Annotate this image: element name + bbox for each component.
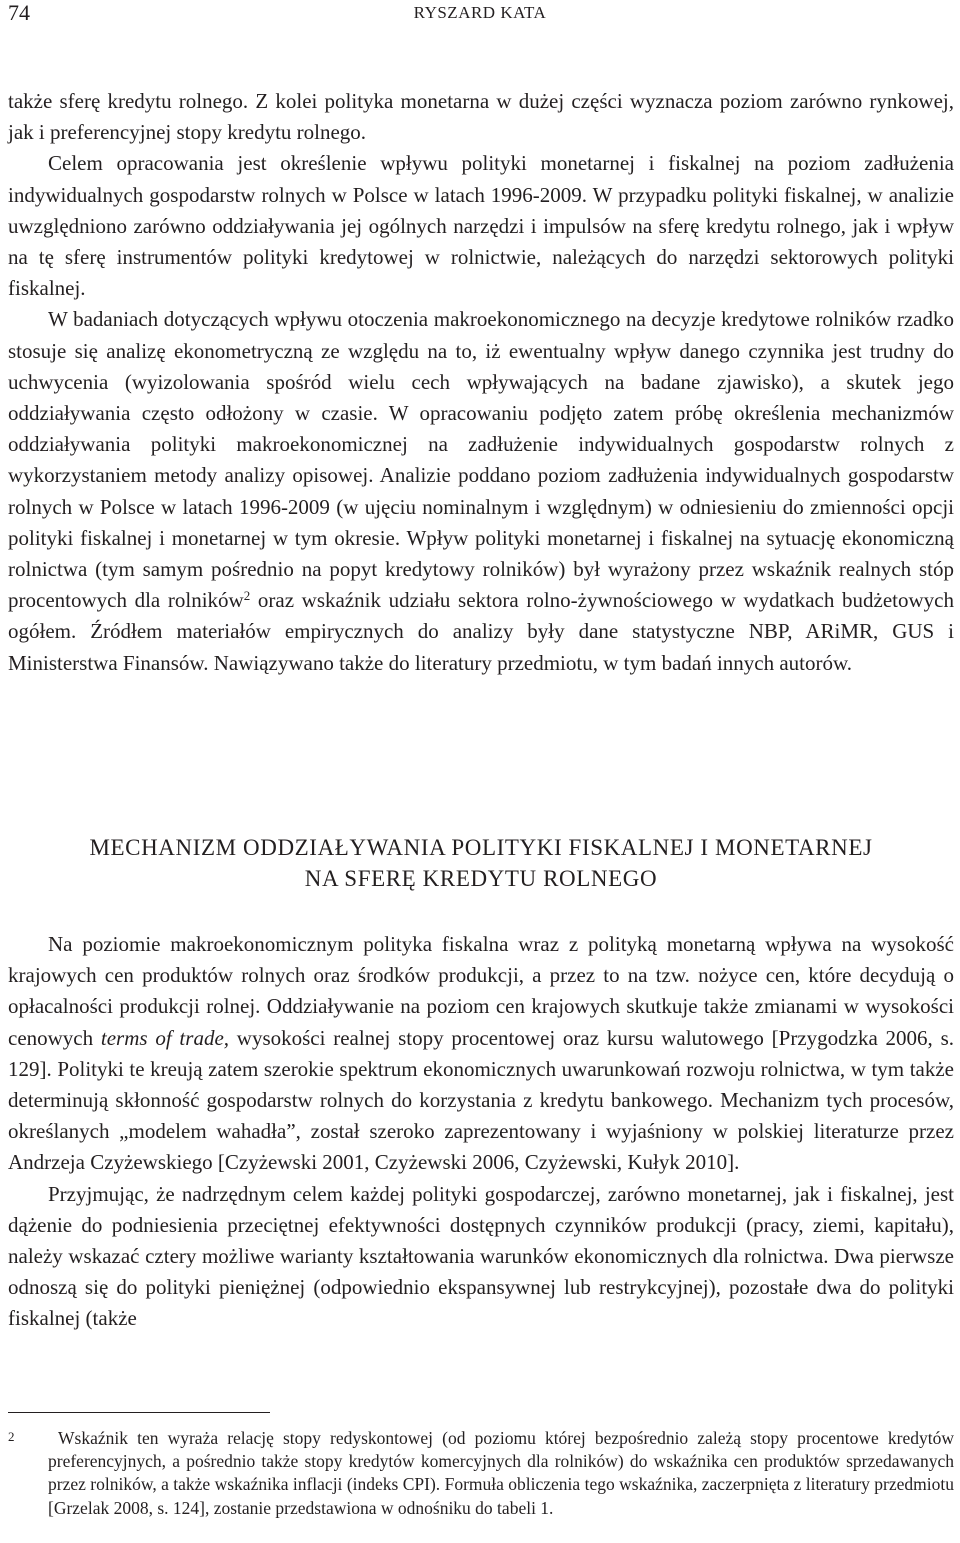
section-heading-line: MECHANIZM ODDZIAŁYWANIA POLITYKI FISKALNEJ I MONETARNEJ — [89, 835, 873, 860]
footnote-text: Wskaźnik ten wyraża relację stopy redyskontowej (od poziomu której bezpośrednio zależą stopy procentowe kredytów preferencyjnych, a pośrednio także stopy kredytów komercyjnych dla rolników) do wskaźnika cen produktów sprzedawanych przez rolników, a także wskaźnika inflacji (indeks CPI). Formuła obliczenia tego wskaźnika, zaczerpnięta z literatury przedmiotu [Grzelak 2008, s. 124], zostanie przedstawiona w odnośniku do tabeli 1. — [48, 1428, 954, 1518]
page-number: 74 — [8, 0, 30, 25]
paragraph: Przyjmując, że nadrzędnym celem każdej polityki gospodarczej, zarówno monetarnej, jak i fiskalnej, jest dążenie do podniesienia przeciętnej efektywności dostępnych czynników produkcji (pracy, ziemi, kapitału), należy wskazać cztery możliwe warianty kształtowania warunków ekonomicznych dla rolnictwa. Dwa pierwsze odnoszą się do polityki pieniężnej (odpowiednio ekspansywnej lub restrykcyjnej), pozostałe dwa do polityki fiskalnej (także — [8, 1181, 954, 1331]
paragraph: także sferę kredytu rolnego. Z kolei polityka monetarna w dużej części wyznacza poziom zarówno rynkowej, jak i preferencyjnej stopy kredytu rolnego. — [8, 89, 954, 145]
footnote-divider — [8, 1412, 270, 1413]
section-heading — [8, 832, 954, 894]
paragraph-text: wysokości realnej stopy procentowej oraz kursu walutowego [Przygodzka 2006, s. 129]. Polityki te kreują zatem szerokie spektrum ekonomicznych uwarunkowań rozwoju rolnictwa, w tym także determinują skłonność gospodarstw rolnych do korzystania z kredytu bankowego. Mechanizm tych procesów, określanych „modelem wahadła”, został szeroko zaprezentowany i wyjaśniony w polskiej literaturze przez Andrzeja Czyżewskiego [Czyżewski 2001, Czyżewski 2006, Czyżewski, Kułyk 2010]. — [8, 1025, 954, 1175]
italic-term: terms of trade, — [100, 1025, 230, 1050]
page-header — [8, 0, 952, 26]
paragraph — [8, 929, 954, 1179]
paragraph-text: W badaniach dotyczących wpływu otoczenia makroekonomicznego na decyzje kredytowe rolników rzadko stosuje się analizę ekonometryczną ze względu na to, iż ewentualny wpływ danego czynnika jest trudny do uchwycenia (wyizolowania spośród wielu cech wpływających na badane zjawisko), a skutek jego oddziaływania często odłożony w czasie. W opracowaniu podjęto zatem próbę określenia mechanizmów oddziaływania polityki makroekonomicznej na zadłużenie indywidualnych gospodarstw rolnych z wykorzystaniem metody analizy opisowej. Analizie poddano poziom zadłużenia indywidualnych gospodarstw rolnych w Polsce w latach 1996-2009 (w ujęciu nominalnym i względnym) w odniesieniu do zmienności opcji polityki fiskalnej i monetarnej w tym okresie. Wpływ polityki monetarnej i fiskalnej na sytuację ekonomiczną rolnictwa (tym samym pośrednio na popyt kredytowy rolników) był wyrażony przez wskaźnik realnych stóp procentowych dla rolników — [8, 307, 954, 613]
footnote-marker: 2 — [8, 1429, 15, 1444]
body-text-bottom — [8, 929, 954, 1335]
body-text-top — [8, 86, 954, 679]
paragraph: Celem opracowania jest określenie wpływu polityki monetarnej i fiskalnej na poziom zadłużenia indywidualnych gospodarstw rolnych w Polsce w latach 1996-2009. W przypadku polityki fiskalnej, w analizie uwzględniono zarówno oddziaływania jej ogólnych narzędzi i impulsów na sferę kredytu rolnego, jak i wpływ na tę sferę instrumentów polityki kredytowej w rolnictwie, należących do narzędzi sektorowych polityki fiskalnej. — [8, 151, 954, 301]
footnote — [8, 1427, 954, 1520]
running-head: RYSZARD KATA — [413, 3, 547, 22]
paragraph-text: Na poziomie makroekonomicznym polityka fiskalna wraz z polityką monetarną wpływa na wysokość krajowych cen produktów rolnych oraz środków produkcji, a przez to na tzw. nożyce cen, które decydują o opłacalności produkcji rolnej. Oddziaływanie na poziom cen krajowych skutkuje także zmianami w wysokości cenowych — [8, 932, 954, 1050]
paragraph-text: oraz wskaźnik udziału sektora rolno-żywnościowego w wydatkach budżetowych ogółem. Źródłem materiałów empirycznych do analizy były dane statystyczne NBP, ARiMR, GUS i Ministerstwa Finansów. Nawiązywano także do literatury przedmiotu, w tym badań innych autorów. — [8, 588, 954, 675]
footnote-reference[interactable]: 2 — [243, 588, 251, 604]
paragraph — [8, 304, 954, 678]
section-heading-line: NA SFERĘ KREDYTU ROLNEGO — [304, 866, 658, 891]
